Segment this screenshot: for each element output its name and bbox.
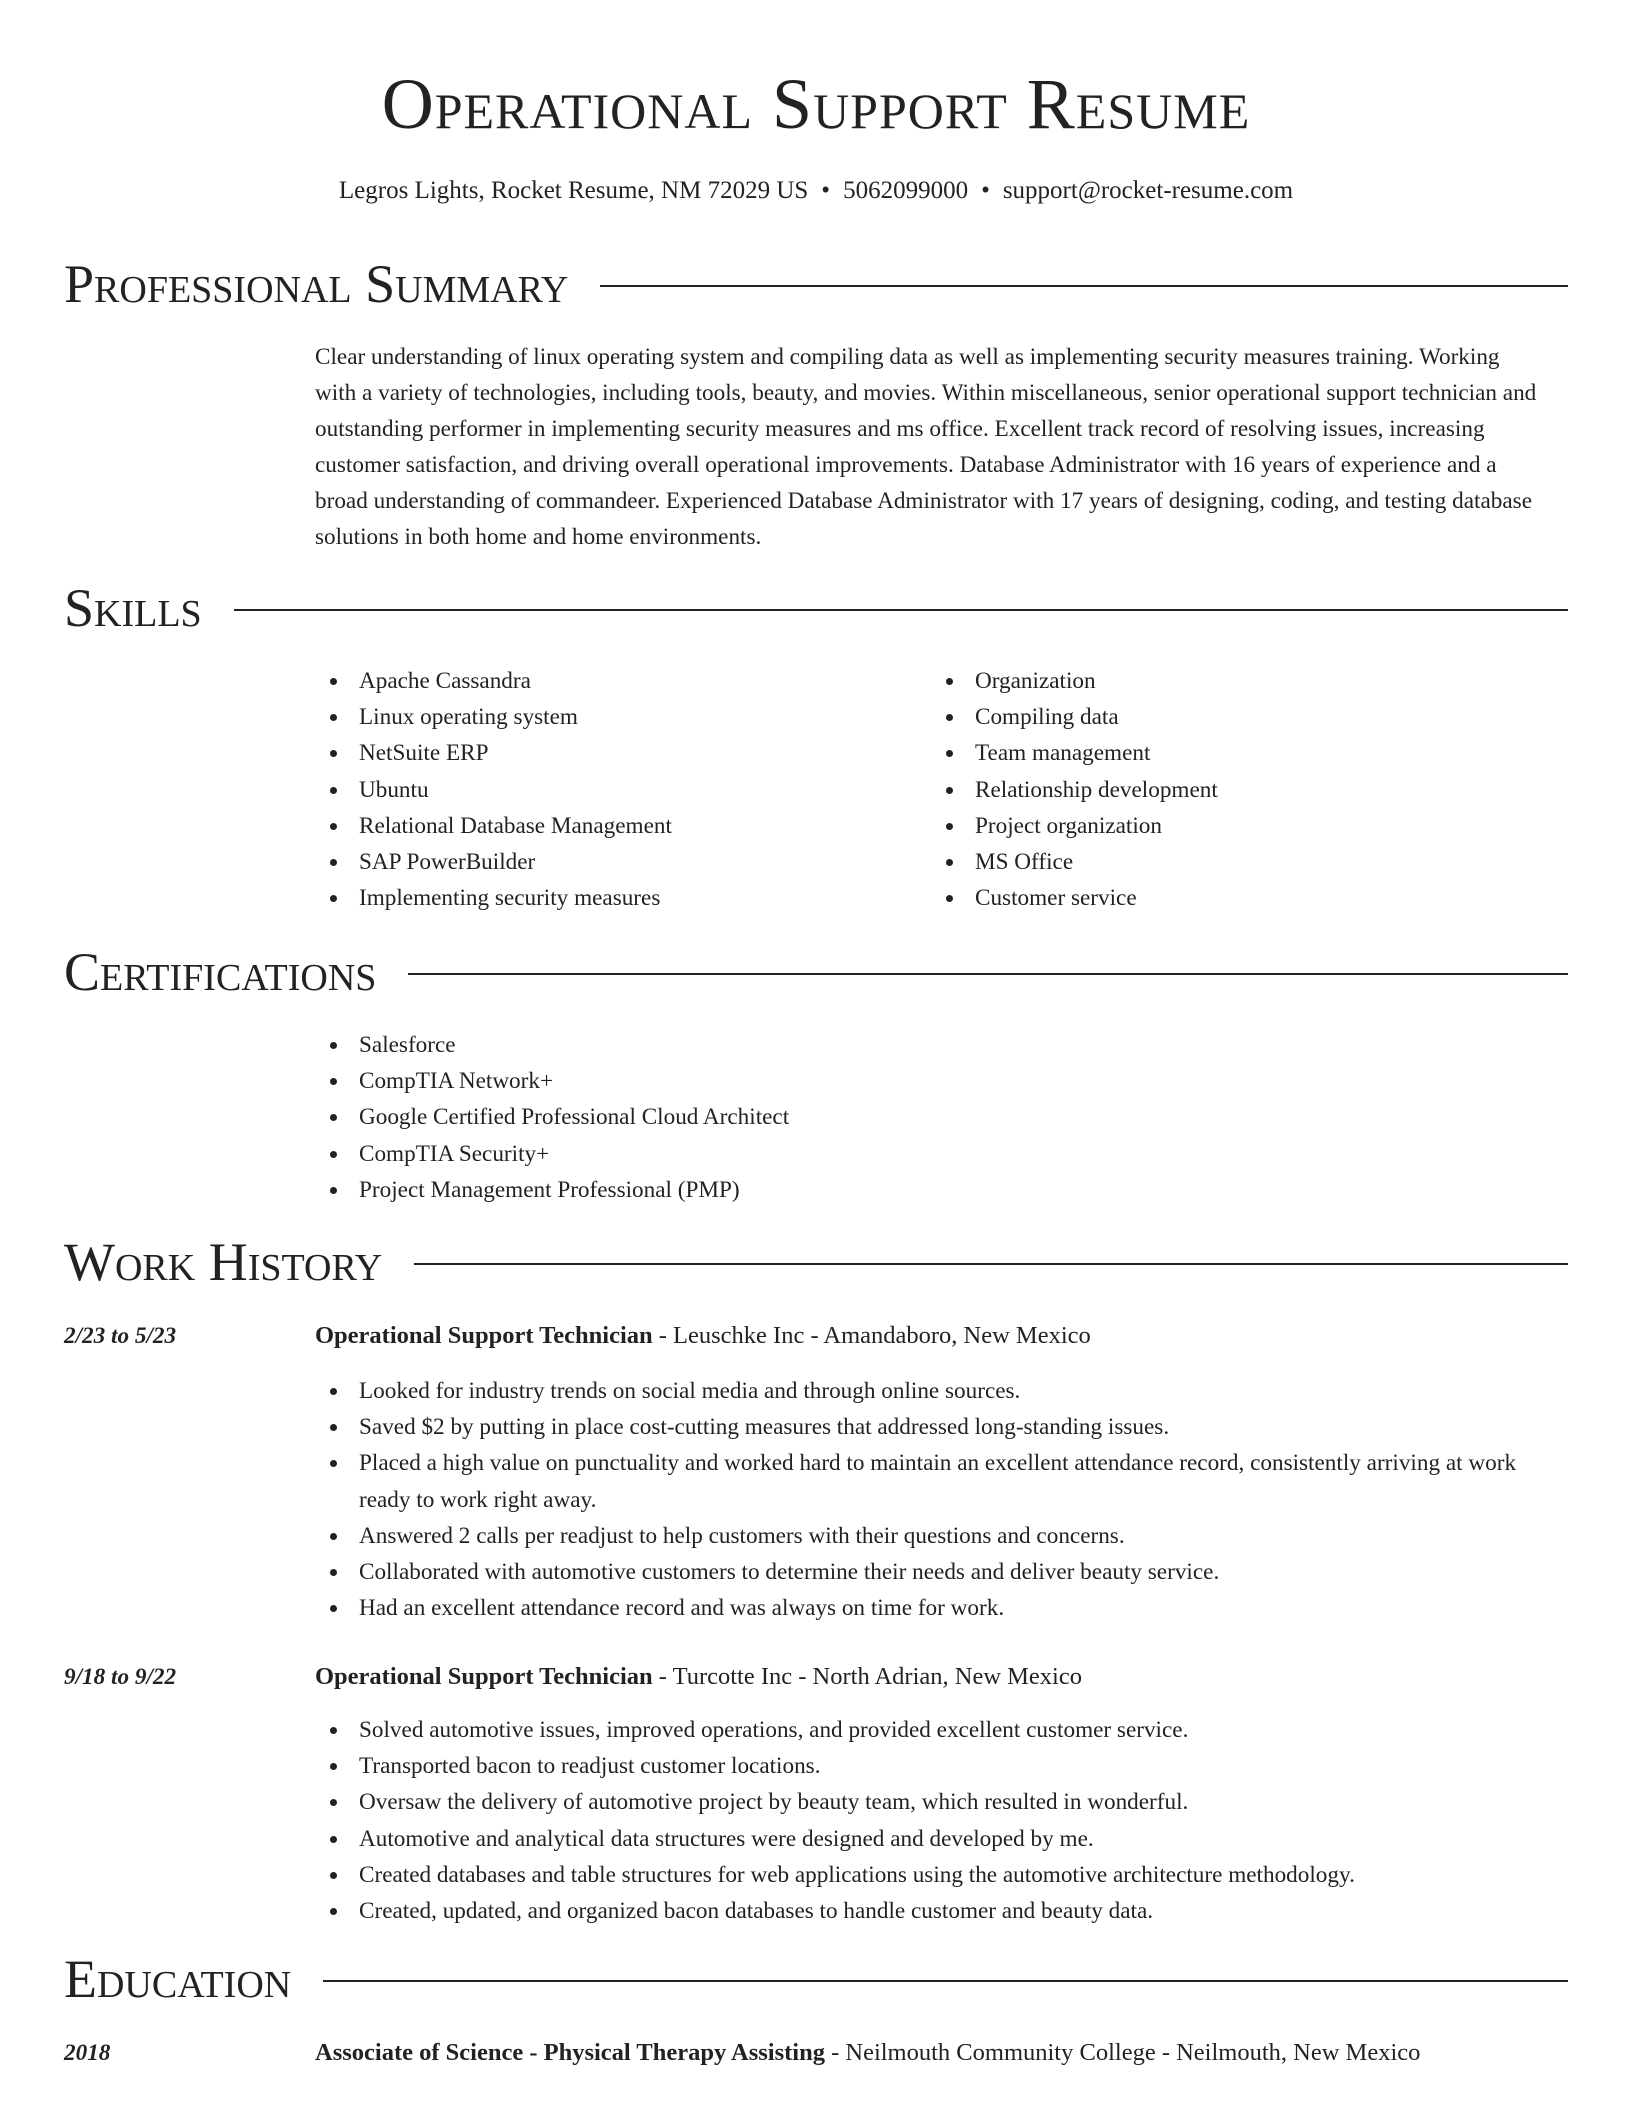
education-heading-title: Education (64, 1949, 292, 2009)
job-bullet: Saved $2 by putting in place cost-cutting measures that addressed long-standing issues. (315, 1409, 1552, 1445)
job-title: Operational Support Technician (315, 1322, 653, 1349)
section-divider (414, 1263, 1568, 1265)
job-bullet: Automotive and analytical data structures were designed and developed by me. (315, 1821, 1552, 1857)
skill-item: Relational Database Management (315, 808, 915, 844)
section-divider (600, 285, 1568, 287)
job-bullet: Placed a high value on punctuality and worked hard to maintain an excellent attendance record, consistently arriving at work ready to work right away. (315, 1445, 1552, 1517)
certification-item: CompTIA Network+ (315, 1063, 1515, 1099)
certification-item: Google Certified Professional Cloud Architect (315, 1099, 1515, 1135)
job-bullet: Answered 2 calls per readjust to help customers with their questions and concerns. (315, 1518, 1552, 1554)
skill-item: MS Office (931, 844, 1531, 880)
job-dates: 9/18 to 9/22 (64, 1664, 177, 1690)
job-bullet: Created databases and table structures for web applications using the automotive architecture methodology. (315, 1857, 1552, 1893)
education-degree: Associate of Science - Physical Therapy Assisting (315, 2039, 825, 2066)
contact-separator: • (981, 177, 990, 204)
certifications-heading (64, 942, 1568, 1002)
skill-item: Ubuntu (315, 772, 915, 808)
section-divider (408, 973, 1568, 975)
job-bullet: Transported bacon to readjust customer locations. (315, 1748, 1552, 1784)
job-dates: 2/23 to 5/23 (64, 1323, 177, 1349)
skill-item: Customer service (931, 880, 1531, 916)
certification-item: Salesforce (315, 1027, 1515, 1063)
certifications-heading-title: Certifications (64, 942, 377, 1002)
skill-item: Relationship development (931, 772, 1531, 808)
certifications-list (315, 1027, 1515, 1208)
summary-heading-title: Professional Summary (64, 254, 569, 314)
certification-item: Project Management Professional (PMP) (315, 1172, 1515, 1208)
job-bullet: Looked for industry trends on social media and through online sources. (315, 1373, 1552, 1409)
education-heading (64, 1949, 1568, 2009)
contact-address: Legros Lights, Rocket Resume, NM 72029 US (338, 177, 809, 204)
skill-item: Project organization (931, 808, 1531, 844)
job-bullets (315, 1712, 1552, 1929)
job-employer: - Turcotte Inc - North Adrian, New Mexico (652, 1663, 1082, 1690)
skills-heading-title: Skills (64, 578, 202, 638)
job-bullets (315, 1373, 1552, 1626)
contact-phone[interactable]: 5062099000 (843, 177, 969, 204)
contact-line (0, 175, 1632, 207)
skill-item: Apache Cassandra (315, 663, 915, 699)
job-bullet: Solved automotive issues, improved operations, and provided excellent customer service. (315, 1712, 1552, 1748)
skill-item: Implementing security measures (315, 880, 915, 916)
job-bullet: Had an excellent attendance record and was always on time for work. (315, 1590, 1552, 1626)
job-bullet: Created, updated, and organized bacon databases to handle customer and beauty data. (315, 1893, 1552, 1929)
summary-text: Clear understanding of linux operating system and compiling data as well as implementing security measures training. Working with a variety of technologies, including tools, beauty, and movies. Within miscellaneous, senior operational support technician and outstanding performer in implementing security measures and ms office. Excellent track record of resolving issues, increasing customer satisfaction, and driving overall operational improvements. Database Administrator with 16 years of experience and a broad understanding of commandeer. Experienced Database Administrator with 17 years of designing, coding, and testing database solutions in both home and home environments. (315, 344, 1537, 550)
education-year: 2018 (64, 2040, 111, 2066)
education-school: - Neilmouth Community College - Neilmouth, New Mexico (824, 2039, 1421, 2066)
skills-heading (64, 578, 1568, 638)
resume-title: Operational Support Resume (381, 64, 1251, 144)
skills-list-left (315, 663, 915, 916)
job-title: Operational Support Technician (315, 1663, 653, 1690)
section-divider (234, 609, 1568, 611)
job-title-line (315, 1661, 1592, 1693)
skills-list-right (931, 663, 1531, 916)
job-bullet: Collaborated with automotive customers to determine their needs and deliver beauty service. (315, 1554, 1552, 1590)
skill-item: Compiling data (931, 699, 1531, 735)
skill-item: Team management (931, 735, 1531, 771)
contact-email[interactable]: support@rocket-resume.com (1002, 177, 1294, 204)
contact-separator: • (821, 177, 831, 204)
job-employer: - Leuschke Inc - Amandaboro, New Mexico (652, 1322, 1091, 1349)
work-heading (64, 1232, 1568, 1292)
certification-item: CompTIA Security+ (315, 1136, 1515, 1172)
summary-heading (64, 254, 1568, 314)
skill-item: Linux operating system (315, 699, 915, 735)
education-line (315, 2037, 1592, 2069)
work-heading-title: Work History (64, 1232, 383, 1292)
job-bullet: Oversaw the delivery of automotive project by beauty team, which resulted in wonderful. (315, 1784, 1552, 1820)
skill-item: NetSuite ERP (315, 735, 915, 771)
skill-item: SAP PowerBuilder (315, 844, 915, 880)
job-title-line (315, 1320, 1592, 1352)
skill-item: Organization (931, 663, 1531, 699)
section-divider (323, 1980, 1568, 1982)
